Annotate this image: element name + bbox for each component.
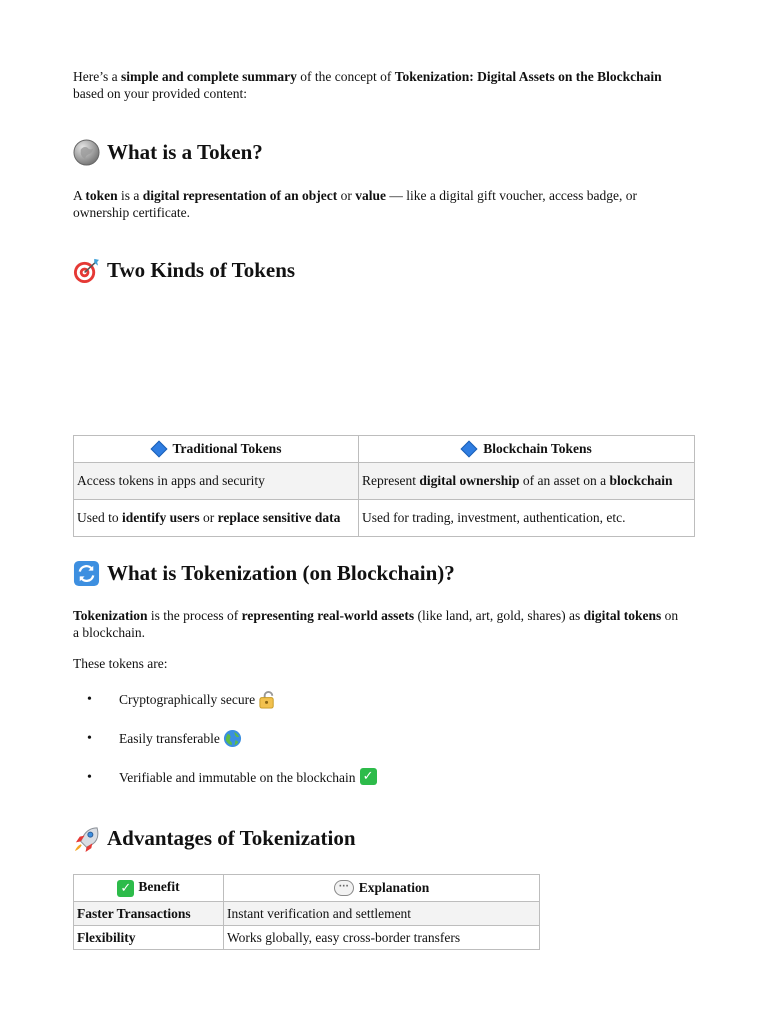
lock-icon <box>258 690 277 709</box>
column-header-traditional <box>74 436 359 463</box>
tokens-are-lead: These tokens are: <box>73 656 168 671</box>
text: is a <box>117 188 143 203</box>
heading-text: Two Kinds of Tokens <box>107 258 296 282</box>
token-kinds-table <box>73 435 695 537</box>
list-item <box>73 729 381 768</box>
header-label: Traditional Tokens <box>172 441 282 456</box>
heading-what-is-token <box>73 139 263 166</box>
token-definition-paragraph <box>73 187 683 221</box>
header-label: Explanation <box>358 879 430 895</box>
speech-bubble-icon: ··· <box>334 880 354 896</box>
bullet-dot: • <box>87 692 92 707</box>
list-item <box>73 690 381 729</box>
text: or <box>199 510 218 525</box>
table-cell: Works globally, easy cross-border transfers <box>224 926 540 950</box>
heading-what-is-tokenization <box>73 560 455 587</box>
text: Represent <box>362 473 420 488</box>
coin-icon <box>73 139 100 166</box>
table-row <box>74 500 695 537</box>
heading-advantages <box>73 825 356 852</box>
advantages-table <box>73 874 540 950</box>
table-header-row <box>74 875 540 902</box>
list-item-text: Verifiable and immutable on the blockchain <box>119 770 356 785</box>
table-cell: Instant verification and settlement <box>224 902 540 926</box>
heading-text: Advantages of Tokenization <box>107 826 356 850</box>
refresh-icon <box>73 560 100 587</box>
intro-text: based on your provided content: <box>73 86 247 101</box>
globe-icon <box>223 729 242 748</box>
blue-diamond-icon <box>461 441 478 458</box>
table-row <box>74 902 540 926</box>
bold-text: digital tokens <box>583 608 662 623</box>
table-row <box>74 926 540 950</box>
header-label: Benefit <box>138 879 180 895</box>
intro-paragraph <box>73 68 683 102</box>
intro-text: of the concept of <box>296 69 395 84</box>
tokenization-definition-paragraph <box>73 607 683 641</box>
table-row <box>74 463 695 500</box>
heading-text: What is Tokenization (on Blockchain)? <box>107 561 455 585</box>
bold-text: digital ownership <box>419 473 520 488</box>
bold-text: Faster Transactions <box>77 905 191 921</box>
text: or <box>337 188 356 203</box>
bold-text: blockchain <box>609 473 673 488</box>
text: on a blockchain. <box>73 608 679 640</box>
bold-text: Tokenization <box>73 608 148 623</box>
table-cell <box>74 926 224 950</box>
blue-diamond-icon <box>150 441 167 458</box>
text: (like land, art, gold, shares) as <box>414 608 584 623</box>
intro-bold-summary: simple and complete summary <box>120 69 297 84</box>
token-properties-list <box>73 690 381 807</box>
list-item <box>73 768 381 807</box>
list-item-text: Cryptographically secure <box>119 692 256 707</box>
text: of an asset on a <box>519 473 610 488</box>
intro-bold-topic: Tokenization: Digital Assets on the Blockchain <box>394 69 662 84</box>
bullet-dot: • <box>87 770 92 785</box>
table-header-row <box>74 436 695 463</box>
list-item-text: Easily transferable <box>119 731 220 746</box>
rocket-icon <box>73 825 100 852</box>
table-cell <box>359 463 695 500</box>
heading-text: What is a Token? <box>107 140 263 164</box>
text: Used to <box>77 510 122 525</box>
column-header-blockchain <box>359 436 695 463</box>
column-header-explanation <box>224 875 540 902</box>
bullet-dot: • <box>87 731 92 746</box>
text: is the process of <box>147 608 242 623</box>
header-label: Blockchain Tokens <box>483 441 592 456</box>
bold-text: token <box>85 188 118 203</box>
bold-text: value <box>355 188 387 203</box>
bold-text: identify users <box>122 510 200 525</box>
table-cell: Used for trading, investment, authentication, etc. <box>359 500 695 537</box>
check-icon: ✓ <box>360 768 377 785</box>
column-header-benefit <box>74 875 224 902</box>
bold-text: representing real-world assets <box>241 608 415 623</box>
text: — like a digital gift voucher, access badge, or ownership certificate. <box>73 188 638 220</box>
bold-text: digital representation of an object <box>142 188 338 203</box>
intro-text: Here’s a <box>73 69 121 84</box>
check-icon: ✓ <box>117 880 134 897</box>
table-cell: Access tokens in apps and security <box>74 463 359 500</box>
table-cell <box>74 902 224 926</box>
bold-text: replace sensitive data <box>217 510 341 525</box>
bold-text: Flexibility <box>77 929 136 945</box>
heading-two-kinds <box>73 257 295 284</box>
target-icon <box>73 257 100 284</box>
text: A <box>73 188 86 203</box>
table-cell <box>74 500 359 537</box>
